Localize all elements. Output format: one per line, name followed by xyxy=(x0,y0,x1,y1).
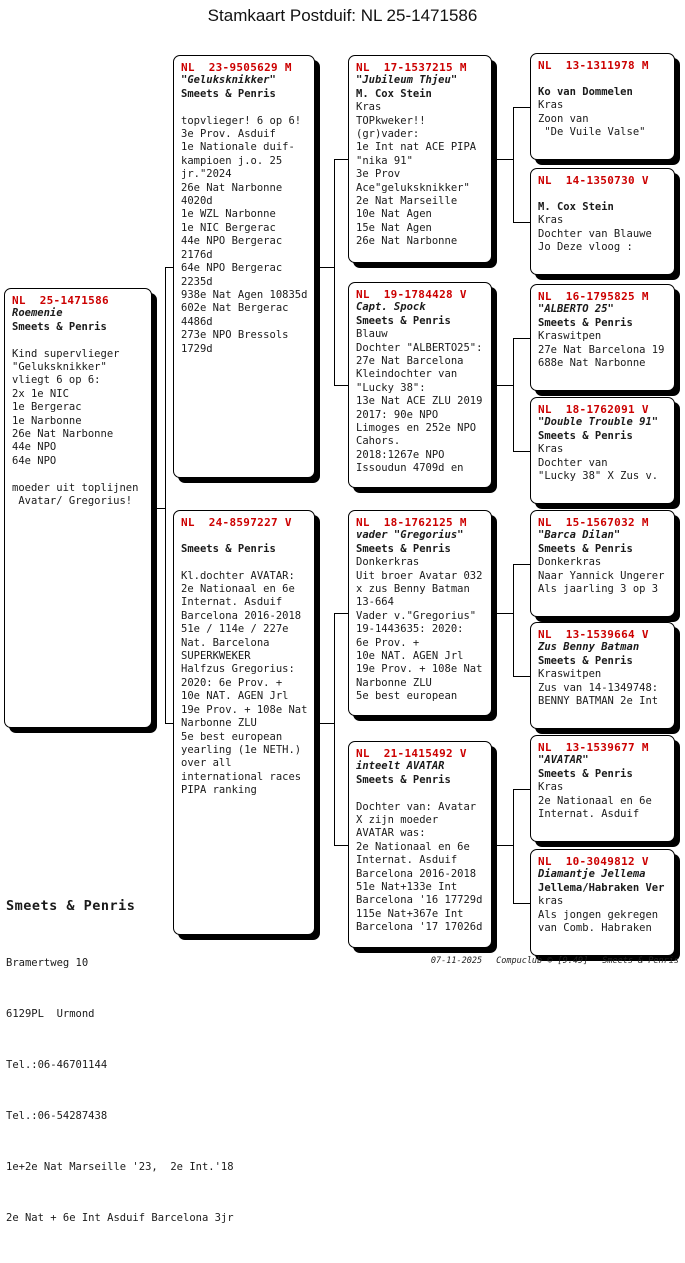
info-line: 115e Nat+367e Int xyxy=(356,907,464,920)
pigeon-name: vader "Gregorius" xyxy=(356,529,464,542)
connector-line xyxy=(513,451,530,452)
info-line: 19e Prov. + 108e Nat xyxy=(356,663,483,676)
ring-number: NL 24-8597227 V xyxy=(181,516,292,529)
connector-line xyxy=(334,613,348,614)
info-line: AVATAR was: xyxy=(356,827,426,840)
connector-line xyxy=(165,723,173,724)
info-line: 27e Nat Barcelona 19 xyxy=(538,343,665,356)
info-line: 1e WZL Narbonne xyxy=(181,208,276,221)
info-line: 1e Nationale duif- xyxy=(181,141,295,154)
info-line: Cahors. xyxy=(356,435,401,448)
loft-name: Jellema/Habraken Ver xyxy=(538,881,665,894)
info-line: (gr)vader: xyxy=(356,128,420,141)
info-line: 2e Nat Marseille xyxy=(356,195,458,208)
info-line: 938e Nat Agen 10835d xyxy=(181,288,308,301)
info-line: Kras xyxy=(356,101,382,114)
info-line xyxy=(12,334,144,347)
ring-number: NL 13-1539677 M xyxy=(538,741,649,754)
info-line: "Geluksknikker" xyxy=(12,361,107,374)
info-line: 688e Nat Narbonne xyxy=(538,357,646,370)
info-line: 602e Nat Bergerac xyxy=(181,302,289,315)
connector-line xyxy=(334,385,348,386)
connector-line xyxy=(315,267,335,268)
info-line: 3e Prov. Asduif xyxy=(181,128,276,141)
pigeon-name: Diamantje Jellema xyxy=(538,868,646,881)
pedigree-box-mf xyxy=(348,510,492,716)
owner-results-line: 2e Nat + 6e Int Asduif Barcelona 3jr xyxy=(6,1212,234,1224)
connector-line xyxy=(492,385,514,386)
loft-name: Smeets & Penris xyxy=(356,542,451,555)
pigeon-name xyxy=(181,529,307,542)
pigeon-name: Zus Benny Batman xyxy=(538,641,640,654)
info-line: 6e Prov. + xyxy=(356,636,420,649)
connector-line xyxy=(513,338,530,339)
info-line: 64e NPO xyxy=(12,454,57,467)
info-line: Barcelona '17 17026d xyxy=(356,921,483,934)
pigeon-name: "Barca Dilan" xyxy=(538,529,621,542)
info-line: 44e NPO Bergerac xyxy=(181,235,283,248)
info-line: 1e Bergerac xyxy=(12,401,82,414)
footer-date: 07-11-2025 xyxy=(430,956,483,966)
info-line: Donkerkras xyxy=(538,556,602,569)
info-line xyxy=(181,101,307,114)
connector-line xyxy=(492,845,514,846)
loft-name: Smeets & Penris xyxy=(538,542,633,555)
ring-number: NL 10-3049812 V xyxy=(538,855,649,868)
info-line: international races xyxy=(181,770,302,783)
info-line: Kl.dochter AVATAR: xyxy=(181,569,295,582)
info-line: 1e Narbonne xyxy=(12,414,82,427)
footer-loft: Smeets & Penris xyxy=(602,956,679,966)
info-line: 2e Nationaal en 6e xyxy=(356,840,470,853)
pigeon-name xyxy=(538,187,667,200)
info-line: Zus van 14-1349748: xyxy=(538,681,659,694)
info-line: 10e NAT. AGEN Jrl xyxy=(181,690,289,703)
ring-number: NL 18-1762125 M xyxy=(356,516,467,529)
loft-name: Smeets & Penris xyxy=(12,320,107,333)
info-line: Narbonne ZLU xyxy=(356,676,432,689)
connector-line xyxy=(513,903,530,904)
loft-name: Smeets & Penris xyxy=(356,773,451,786)
info-line: 2020: 6e Prov. + xyxy=(181,676,283,689)
connector-line xyxy=(513,789,530,790)
info-line: 26e Nat Narbonne xyxy=(181,181,283,194)
info-line: 4020d xyxy=(181,195,213,208)
pedigree-box-ff xyxy=(348,55,492,263)
connector-line xyxy=(492,159,514,160)
connector-line xyxy=(334,845,348,846)
connector-line xyxy=(334,159,348,160)
info-line: Kras xyxy=(538,214,564,227)
info-line: 19-1443635: 2020: xyxy=(356,623,464,636)
info-line: 2235d xyxy=(181,275,213,288)
info-line: 273e NPO Bressols xyxy=(181,329,289,342)
pedigree-box-mfm xyxy=(530,622,675,729)
loft-name: Ko van Dommelen xyxy=(538,85,633,98)
info-line: topvlieger! 6 op 6! xyxy=(181,114,302,127)
owner-name: Smeets & Penris xyxy=(6,898,136,914)
ring-number: NL 13-1539664 V xyxy=(538,628,649,641)
info-line: 1e NIC Bergerac xyxy=(181,221,276,234)
info-line: 2176d xyxy=(181,248,213,261)
pigeon-name: "Geluksknikker" xyxy=(181,74,276,87)
info-line xyxy=(181,556,307,569)
info-line: Dochter "ALBERTO25": xyxy=(356,341,483,354)
info-line: "De Vuile Valse" xyxy=(538,126,646,139)
connector-line xyxy=(152,508,166,509)
owner-address-line: 6129PL Urmond xyxy=(6,1008,95,1020)
info-line: vliegt 6 op 6: xyxy=(12,374,101,387)
info-line: kampioen j.o. 25 xyxy=(181,154,283,167)
pedigree-box-mmm xyxy=(530,849,675,956)
info-line: over all xyxy=(181,757,232,770)
connector-line xyxy=(334,159,335,386)
info-line: "nika 91" xyxy=(356,154,413,167)
info-line: Kind supervlieger xyxy=(12,347,120,360)
pigeon-name: Roemenie xyxy=(12,307,63,320)
info-line: Nat. Barcelona xyxy=(181,636,270,649)
info-line: 51e / 114e / 227e xyxy=(181,623,289,636)
info-line: Dochter van xyxy=(538,456,608,469)
connector-line xyxy=(513,107,514,223)
pigeon-name: Capt. Spock xyxy=(356,301,426,314)
pedigree-box-father xyxy=(173,55,315,478)
info-line: moeder uit toplijnen xyxy=(12,481,139,494)
loft-name: M. Cox Stein xyxy=(538,200,614,213)
pedigree-box-fmm xyxy=(530,397,675,504)
info-line xyxy=(12,468,144,481)
info-line: 2017: 90e NPO xyxy=(356,408,439,421)
info-line xyxy=(356,787,484,800)
connector-line xyxy=(334,613,335,846)
info-line: Kras xyxy=(538,781,564,794)
ring-number: NL 16-1795825 M xyxy=(538,290,649,303)
info-line: Narbonne ZLU xyxy=(181,717,257,730)
info-line: 2e Nationaal en 6e xyxy=(181,583,295,596)
info-line: Kraswitpen xyxy=(538,330,602,343)
info-line: Als jaarling 3 op 3 xyxy=(538,583,659,596)
info-line: "Lucky 38": xyxy=(356,381,426,394)
info-line: Halfzus Gregorius: xyxy=(181,663,295,676)
loft-name: Smeets & Penris xyxy=(538,316,633,329)
ring-number: NL 21-1415492 V xyxy=(356,747,467,760)
info-line: Naar Yannick Ungerer xyxy=(538,569,665,582)
info-line: SUPERKWEKER xyxy=(181,650,251,663)
info-line: Barcelona 2016-2018 xyxy=(181,609,302,622)
info-line: Dochter van Blauwe xyxy=(538,227,652,240)
info-line: Als jongen gekregen xyxy=(538,908,659,921)
info-line: 10e Nat Agen xyxy=(356,208,432,221)
ring-number: NL 13-1311978 M xyxy=(538,59,649,72)
loft-name: M. Cox Stein xyxy=(356,87,432,100)
info-line: Uit broer Avatar 032 xyxy=(356,569,483,582)
info-line: Donkerkras xyxy=(356,556,420,569)
info-line: "Lucky 38" X Zus v. xyxy=(538,470,659,483)
owner-phone-line: Tel.:06-46701144 xyxy=(6,1059,108,1071)
connector-line xyxy=(513,564,530,565)
ring-number: NL 25-1471586 xyxy=(12,294,109,307)
pedigree-box-ffm xyxy=(530,168,675,275)
owner-results-line: 1e+2e Nat Marseille '23, 2e Int.'18 xyxy=(6,1161,234,1173)
ring-number: NL 17-1537215 M xyxy=(356,61,467,74)
info-line: Internat. Asduif xyxy=(356,854,458,867)
connector-line xyxy=(315,723,335,724)
info-line: 4486d xyxy=(181,315,213,328)
info-line: Dochter van: Avatar xyxy=(356,800,477,813)
connector-line xyxy=(513,107,530,108)
info-line: Kleindochter van xyxy=(356,368,458,381)
connector-line xyxy=(492,613,514,614)
connector-line xyxy=(513,564,514,677)
connector-line xyxy=(513,222,530,223)
ring-number: NL 14-1350730 V xyxy=(538,174,649,187)
info-line: Jo Deze vloog : xyxy=(538,241,633,254)
info-line: 64e NPO Bergerac xyxy=(181,262,283,275)
info-line: Zoon van xyxy=(538,112,589,125)
info-line: jr."2024 xyxy=(181,168,232,181)
pigeon-name: "Double Trouble 91" xyxy=(538,416,659,429)
pedigree-box-mmf xyxy=(530,735,675,842)
pigeon-name: inteelt AVATAR xyxy=(356,760,445,773)
loft-name: Smeets & Penris xyxy=(181,87,276,100)
info-line: Internat. Asduif xyxy=(538,808,640,821)
info-line: 10e NAT. AGEN Jrl xyxy=(356,650,464,663)
loft-name: Smeets & Penris xyxy=(356,314,451,327)
info-line: Internat. Asduif xyxy=(181,596,283,609)
info-line: 2018:1267e NPO xyxy=(356,448,445,461)
connector-line xyxy=(165,267,173,268)
info-line: Kras xyxy=(538,443,564,456)
info-line: 19e Prov. + 108e Nat xyxy=(181,703,308,716)
loft-name: Smeets & Penris xyxy=(538,654,633,667)
pedigree-box-mm xyxy=(348,741,492,948)
info-line: Kraswitpen xyxy=(538,668,602,681)
loft-name: Smeets & Penris xyxy=(538,429,633,442)
info-line: Blauw xyxy=(356,328,388,341)
info-line: 27e Nat Barcelona xyxy=(356,355,464,368)
pedigree-box-fmf xyxy=(530,284,675,391)
info-line: Barcelona '16 17729d xyxy=(356,894,483,907)
info-line: 13-664 xyxy=(356,596,394,609)
ring-number: NL 23-9505629 M xyxy=(181,61,292,74)
connector-line xyxy=(513,676,530,677)
loft-name: Smeets & Penris xyxy=(538,767,633,780)
page-title: Stamkaart Postduif: NL 25-1471586 xyxy=(207,6,478,25)
info-line: 26e Nat Narbonne xyxy=(12,428,114,441)
info-line: 1729d xyxy=(181,342,213,355)
pedigree-box-mff xyxy=(530,510,675,617)
connector-line xyxy=(513,338,514,452)
pigeon-name xyxy=(538,72,667,85)
connector-line xyxy=(513,789,514,904)
info-line: Vader v."Gregorius" xyxy=(356,609,477,622)
pigeon-name: "AVATAR" xyxy=(538,754,589,767)
info-line: 13e Nat ACE ZLU 2019 xyxy=(356,395,483,408)
info-line: Ace"geluksknikker" xyxy=(356,181,470,194)
info-line: Issoudun 4709d en xyxy=(356,462,464,475)
info-line: 26e Nat Narbonne xyxy=(356,235,458,248)
info-line: TOPkweker!! xyxy=(356,114,426,127)
ring-number: NL 15-1567032 M xyxy=(538,516,649,529)
ring-number: NL 18-1762091 V xyxy=(538,403,649,416)
info-line: 5e best european xyxy=(181,730,283,743)
footer-app-version: Compuclub © [9.49] xyxy=(496,956,589,966)
info-line: PIPA ranking xyxy=(181,784,257,797)
pedigree-box-fm xyxy=(348,282,492,488)
info-line: 44e NPO xyxy=(12,441,57,454)
info-line: Avatar/ Gregorius! xyxy=(12,495,133,508)
info-line: X zijn moeder xyxy=(356,814,439,827)
info-line: BENNY BATMAN 2e Int xyxy=(538,695,659,708)
info-line: 51e Nat+133e Int xyxy=(356,881,458,894)
owner-block xyxy=(6,860,234,1263)
loft-name: Smeets & Penris xyxy=(181,542,276,555)
owner-phone-line: Tel.:06-54287438 xyxy=(6,1110,108,1122)
info-line: yearling (1e NETH.) xyxy=(181,743,302,756)
info-line: 1e Int nat ACE PIPA xyxy=(356,141,477,154)
pedigree-box-fff xyxy=(530,53,675,160)
pedigree-box-subject xyxy=(4,288,152,728)
info-line: x zus Benny Batman xyxy=(356,583,470,596)
info-line: 5e best european xyxy=(356,690,458,703)
info-line: 2e Nationaal en 6e xyxy=(538,794,652,807)
info-line: 3e Prov xyxy=(356,168,401,181)
pigeon-name: "Jubileum Thjeu" xyxy=(356,74,458,87)
info-line: Limoges en 252e NPO xyxy=(356,422,477,435)
info-line: 2x 1e NIC xyxy=(12,387,69,400)
connector-line xyxy=(165,267,166,724)
info-line: kras xyxy=(538,895,564,908)
info-line: Barcelona 2016-2018 xyxy=(356,867,477,880)
pigeon-name: "ALBERTO 25" xyxy=(538,303,614,316)
ring-number: NL 19-1784428 V xyxy=(356,288,467,301)
owner-address-line: Bramertweg 10 xyxy=(6,957,89,969)
info-line: Kras xyxy=(538,99,564,112)
info-line: van Comb. Habraken xyxy=(538,922,652,935)
info-line: 15e Nat Agen xyxy=(356,221,432,234)
footer xyxy=(417,956,679,966)
